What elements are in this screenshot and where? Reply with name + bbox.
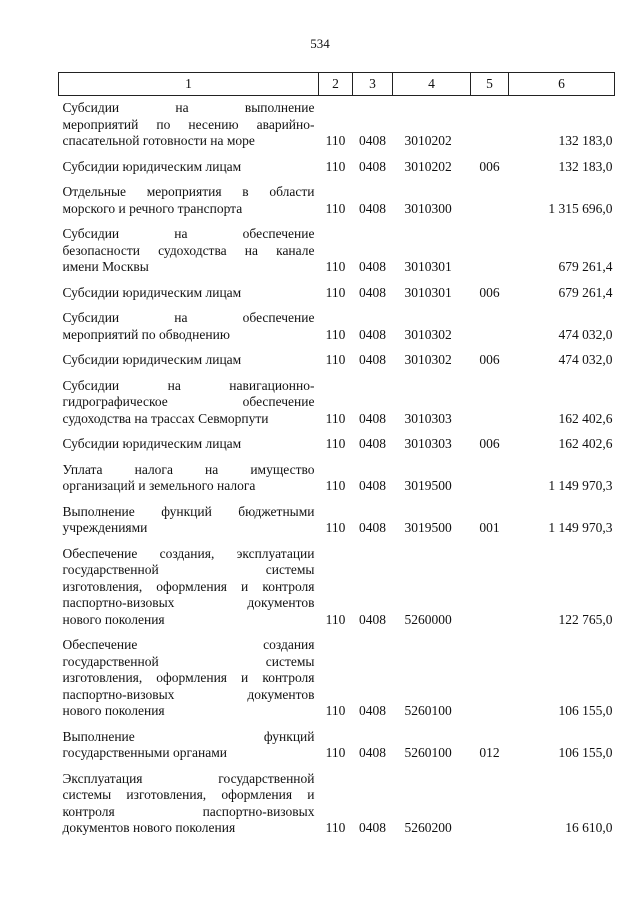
row-csr: 5260000 [404, 611, 452, 627]
row-vr: 006 [479, 352, 500, 367]
row-name-line: Выполнение функций [62, 728, 315, 744]
table-row [59, 430, 615, 456]
row-sum: 106 155,0 [558, 745, 613, 760]
row-vr: 001 [479, 520, 500, 535]
row-ved: 110 [325, 745, 346, 760]
row-ved: 110 [325, 326, 346, 342]
row-name-line: имени Москвы [62, 259, 149, 274]
row-sum: 162 402,6 [558, 410, 613, 426]
row-name-line: государственной системы [62, 562, 315, 577]
row-name-line: Субсидии юридическим лицам [62, 436, 242, 451]
row-sum: 474 032,0 [558, 326, 613, 342]
row-sum: 1 315 696,0 [548, 200, 613, 216]
header-col-vr: 5 [471, 73, 509, 96]
row-ved: 110 [325, 820, 346, 835]
row-sum: 1 149 970,3 [548, 520, 613, 535]
row-sum: 474 032,0 [558, 352, 613, 367]
table-row [59, 304, 615, 346]
row-name-line: государственной системы [62, 653, 315, 669]
header-col-rz: 3 [353, 73, 393, 96]
row-ved: 110 [325, 284, 346, 300]
row-ved: 110 [325, 611, 346, 627]
row-name-line: мероприятий по обводнению [62, 326, 230, 342]
row-name-line: Эксплуатация государственной [62, 770, 315, 786]
table-row [59, 540, 615, 632]
row-vr [471, 178, 509, 220]
row-name-line: контроля паспортно-визовых [62, 803, 315, 819]
row-sum: 16 610,0 [565, 820, 613, 835]
row-rz: 0408 [359, 133, 386, 148]
table-row [59, 96, 615, 153]
row-name-line: паспортно-визовых документов [62, 686, 315, 702]
row-vr [471, 765, 509, 840]
row-name [59, 723, 319, 765]
row-name-line: Субсидии юридическим лицам [62, 352, 242, 367]
table-header [59, 73, 615, 96]
row-sum: 679 261,4 [558, 259, 613, 274]
row-name [59, 430, 319, 456]
row-ved: 110 [325, 158, 346, 174]
row-rz: 0408 [359, 158, 386, 174]
row-name-line: Субсидии на обеспечение [62, 226, 315, 241]
row-name-line: Выполнение функций бюджетными [62, 503, 315, 519]
table-row [59, 346, 615, 372]
row-ved: 110 [325, 410, 346, 426]
row-name [59, 346, 319, 372]
row-vr [471, 304, 509, 346]
row-name-line: спасательной готовности на море [62, 133, 255, 148]
row-csr: 3019500 [404, 520, 452, 535]
row-vr: 006 [479, 284, 500, 300]
table-body [59, 96, 615, 840]
row-csr: 3010302 [404, 352, 452, 367]
row-ved: 110 [325, 478, 346, 493]
table-row [59, 153, 615, 179]
row-vr [471, 220, 509, 279]
row-rz: 0408 [359, 478, 386, 493]
row-name-line: гидрографическое обеспечение [62, 394, 315, 409]
row-name [59, 498, 319, 540]
row-csr: 3019500 [404, 478, 452, 493]
row-ved: 110 [325, 436, 346, 451]
table-row [59, 631, 615, 723]
header-col-name: 1 [59, 73, 319, 96]
row-name-line: Субсидии на обеспечение [62, 310, 315, 325]
row-csr: 5260100 [404, 703, 452, 718]
table-row [59, 220, 615, 279]
row-name-line: Обеспечение создания [62, 637, 315, 652]
table-row [59, 723, 615, 765]
row-ved: 110 [325, 133, 346, 148]
row-name-line: мероприятий по несению аварийно- [62, 116, 315, 132]
table-row [59, 498, 615, 540]
row-rz: 0408 [359, 745, 386, 760]
row-csr: 3010303 [404, 436, 452, 451]
row-rz: 0408 [359, 352, 386, 367]
row-name [59, 178, 319, 220]
row-vr [471, 96, 509, 153]
table-row [59, 178, 615, 220]
row-csr: 3010302 [404, 326, 452, 342]
row-name [59, 220, 319, 279]
row-name-line: Субсидии на выполнение [62, 100, 315, 115]
row-name-line: паспортно-визовых документов [62, 595, 315, 610]
row-rz: 0408 [359, 820, 386, 835]
row-sum: 132 183,0 [558, 158, 613, 174]
row-sum: 1 149 970,3 [548, 478, 613, 493]
row-name-line: Уплата налога на имущество [62, 461, 315, 477]
row-csr: 5260100 [404, 745, 452, 760]
row-name-line: учреждениями [62, 520, 148, 535]
row-sum: 106 155,0 [558, 703, 613, 718]
row-name-line: Субсидии юридическим лицам [62, 158, 242, 174]
row-rz: 0408 [359, 410, 386, 426]
row-name [59, 540, 319, 632]
row-name [59, 304, 319, 346]
budget-table [58, 72, 615, 840]
row-csr: 3010301 [404, 259, 452, 274]
row-vr: 006 [479, 158, 500, 174]
row-name-line: государственными органами [62, 745, 227, 760]
row-name [59, 372, 319, 431]
row-name-line: документов нового поколения [62, 820, 236, 835]
row-name-line: изготовления, оформления и контроля [62, 578, 315, 594]
row-name-line: нового поколения [62, 703, 165, 718]
row-sum: 132 183,0 [558, 133, 613, 148]
row-csr: 3010300 [404, 200, 452, 216]
header-row [59, 73, 615, 96]
row-rz: 0408 [359, 611, 386, 627]
row-sum: 162 402,6 [558, 436, 613, 451]
row-name [59, 765, 319, 840]
row-rz: 0408 [359, 436, 386, 451]
row-name-line: Субсидии на навигационно- [62, 377, 315, 393]
row-name [59, 153, 319, 179]
row-ved: 110 [325, 259, 346, 274]
row-name [59, 96, 319, 153]
row-name-line: Обеспечение создания, эксплуатации [62, 545, 315, 561]
row-name-line: организаций и земельного налога [62, 478, 256, 493]
row-vr [471, 540, 509, 632]
row-sum: 122 765,0 [558, 611, 613, 627]
row-ved: 110 [325, 200, 346, 216]
row-ved: 110 [325, 520, 346, 535]
header-col-sum: 6 [509, 73, 615, 96]
row-vr: 012 [479, 745, 500, 760]
row-rz: 0408 [359, 284, 386, 300]
row-name-line: системы изготовления, оформления и [62, 787, 315, 802]
row-name-line: безопасности судоходства на канале [62, 242, 315, 258]
row-name [59, 631, 319, 723]
row-csr: 3010202 [404, 158, 452, 174]
header-col-csr: 4 [393, 73, 471, 96]
row-name-line: нового поколения [62, 611, 165, 627]
table-row [59, 372, 615, 431]
row-csr: 3010303 [404, 410, 452, 426]
header-col-ved: 2 [319, 73, 353, 96]
row-vr [471, 372, 509, 431]
row-rz: 0408 [359, 259, 386, 274]
row-name-line: судоходства на трассах Севморпути [62, 410, 269, 426]
row-csr: 3010202 [404, 133, 452, 148]
table-row [59, 765, 615, 840]
page-number: 534 [310, 36, 330, 51]
row-name-line: изготовления, оформления и контроля [62, 670, 315, 685]
row-sum: 679 261,4 [558, 284, 613, 300]
row-rz: 0408 [359, 520, 386, 535]
row-ved: 110 [325, 352, 346, 367]
row-name [59, 279, 319, 305]
row-vr [471, 631, 509, 723]
row-rz: 0408 [359, 200, 386, 216]
row-rz: 0408 [359, 703, 386, 718]
row-name-line: морского и речного транспорта [62, 200, 243, 216]
row-csr: 3010301 [404, 284, 452, 300]
row-csr: 5260200 [404, 820, 452, 835]
row-name [59, 456, 319, 498]
table-row [59, 456, 615, 498]
row-vr: 006 [479, 436, 500, 451]
row-name-line: Субсидии юридическим лицам [62, 284, 242, 300]
table-row [59, 279, 615, 305]
row-rz: 0408 [359, 326, 386, 342]
row-name-line: Отдельные мероприятия в области [62, 184, 315, 199]
row-ved: 110 [325, 703, 346, 718]
row-vr [471, 456, 509, 498]
